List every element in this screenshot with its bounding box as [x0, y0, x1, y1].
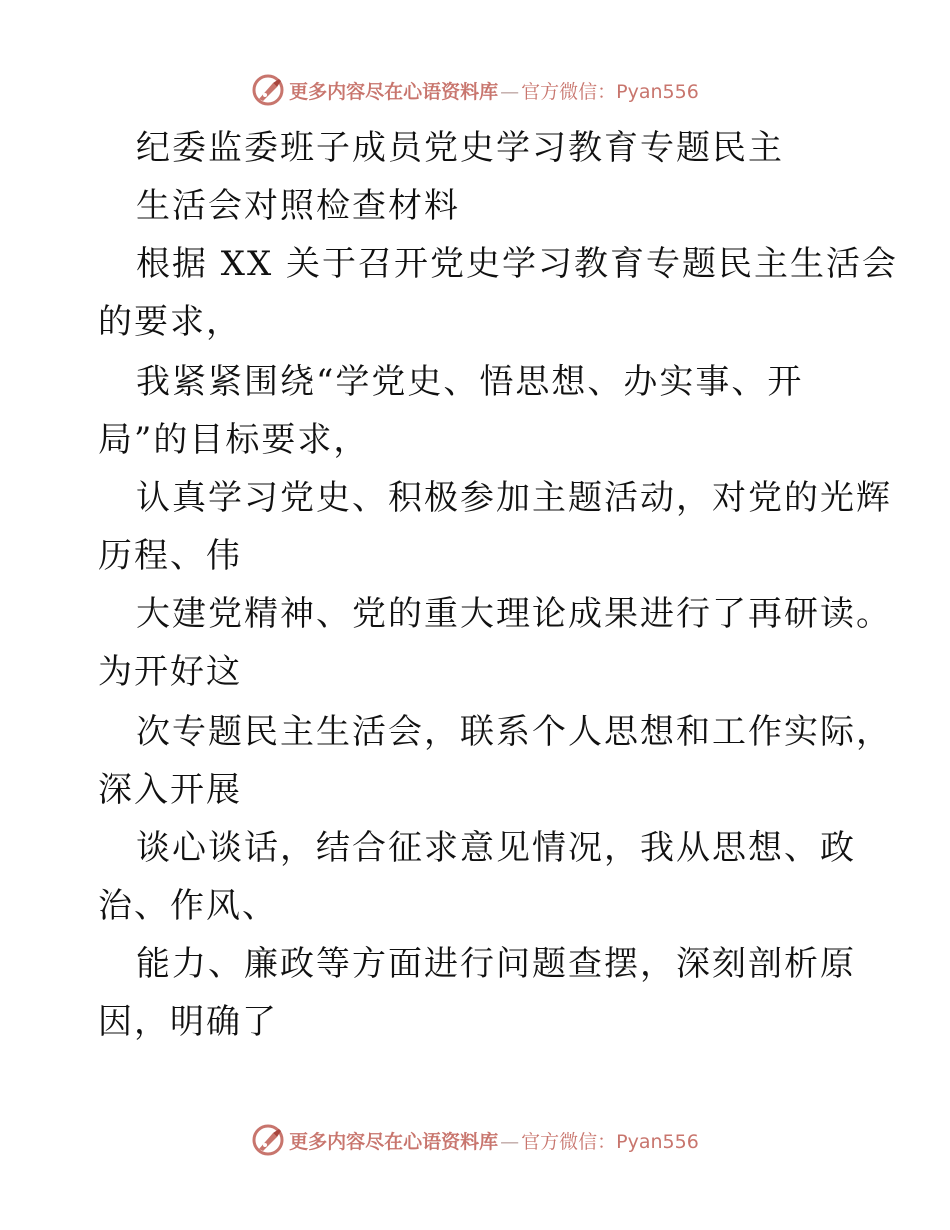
watermark-brand: 更多内容尽在心语资料库	[289, 80, 499, 103]
watermark-brand: 更多内容尽在心语资料库	[289, 1130, 499, 1153]
paragraph-line: 局”的目标要求，	[98, 420, 370, 460]
watermark-contact: 官方微信：Pyan556	[521, 80, 699, 103]
watermark-separator: —	[500, 1130, 520, 1153]
paragraph-line: 历程、伟	[98, 536, 242, 576]
paragraph-line: 的要求，	[98, 302, 242, 342]
watermark-separator: —	[500, 80, 520, 103]
paragraph-line: 认真学习党史、积极参加主题活动，对党的光辉	[136, 478, 892, 518]
paragraph-line: 治、作风、	[98, 886, 278, 926]
watermark-contact: 官方微信：Pyan556	[521, 1130, 699, 1153]
paragraph-line: 深入开展	[98, 770, 242, 810]
paragraph-line: 能力、廉政等方面进行问题查摆，深刻剖析原	[136, 944, 856, 984]
pen-nib-logo-icon	[251, 73, 285, 107]
paragraph-line: 因，明确了	[98, 1002, 278, 1042]
document-title-line-2: 生活会对照检查材料	[136, 186, 460, 226]
paragraph-line: 我紧紧围绕“学党史、悟思想、办实事、开	[136, 362, 804, 402]
paragraph-line: 大建党精神、党的重大理论成果进行了再研读。	[136, 594, 892, 634]
pen-nib-logo-icon	[251, 1123, 285, 1157]
paragraph-line: 为开好这	[98, 652, 242, 692]
footer-watermark	[0, 1120, 950, 1160]
header-watermark	[0, 70, 950, 110]
document-title-line-1: 纪委监委班子成员党史学习教育专题民主	[136, 128, 784, 168]
paragraph-line: 次专题民主生活会，联系个人思想和工作实际，	[136, 712, 892, 752]
paragraph-line: 根据 XX 关于召开党史学习教育专题民主生活会	[136, 244, 899, 284]
paragraph-line: 谈心谈话，结合征求意见情况，我从思想、政	[136, 828, 856, 868]
